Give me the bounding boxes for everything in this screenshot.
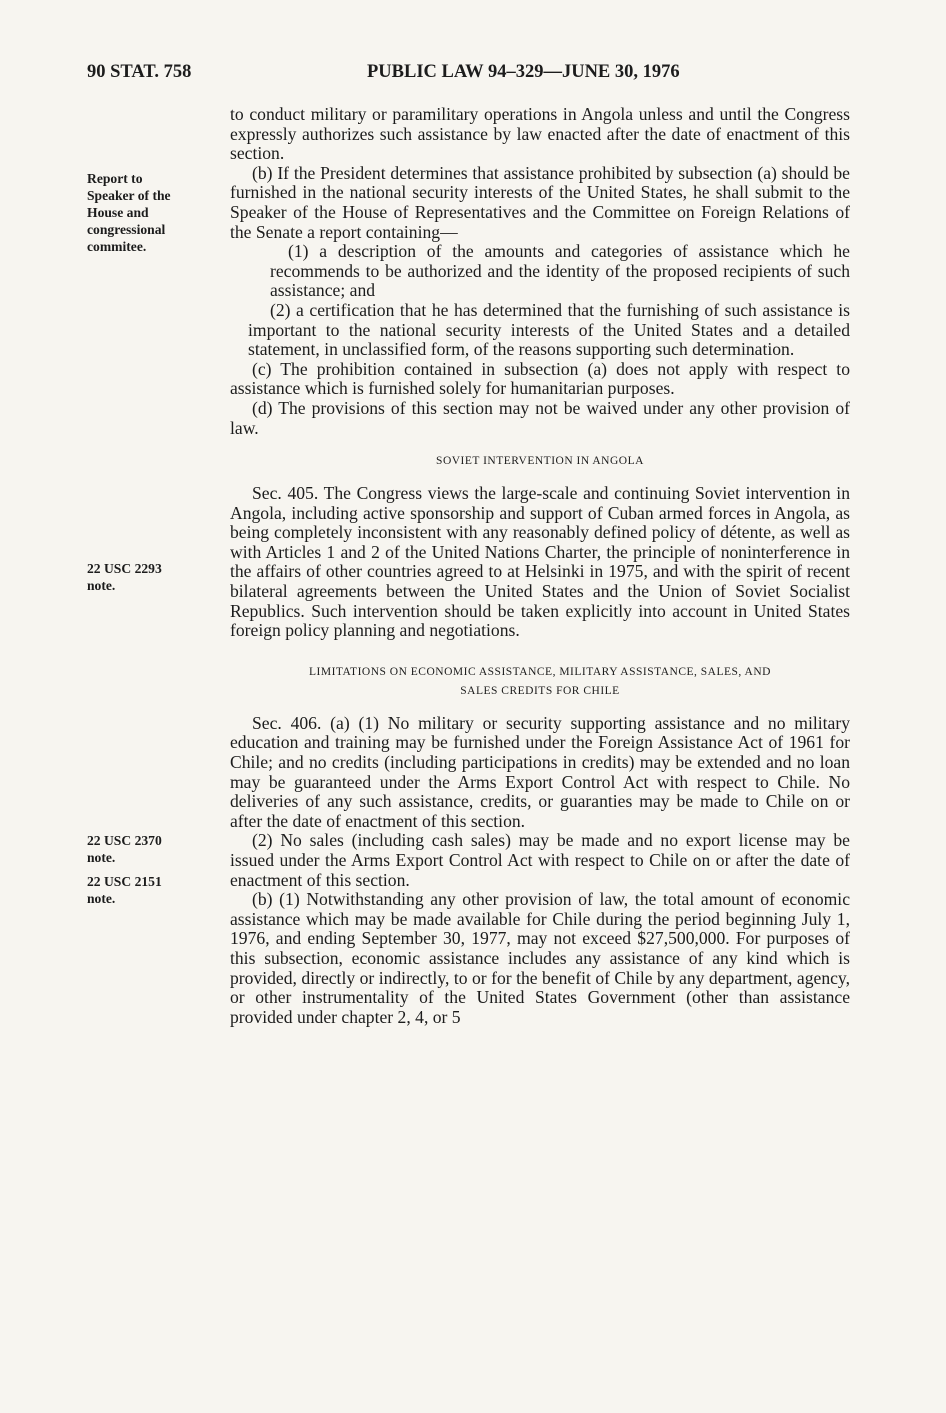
margin-note-line: House and — [87, 205, 149, 220]
main-text — [230, 105, 850, 1027]
paragraph-b-2: (2) a certification that he has determined that the furnishing of such assistance is important to the national security interests of the United States and a detailed statement, in unclassified form, of the reasons supporting such determination. — [248, 299, 850, 360]
margin-note-line: note. — [87, 850, 116, 865]
margin-note-line: 22 USC 2293 — [87, 561, 162, 576]
section-406-a-2: (2) No sales (including cash sales) may be made and no export license may be issued under the Arms Export Control Act with respect to Chile on or after the date of enactment of this section. — [230, 830, 850, 890]
section-heading-chile-line-2: SALES CREDITS FOR CHILE — [460, 684, 620, 697]
margin-note-report — [87, 170, 207, 255]
margin-note-line: congressional — [87, 222, 166, 237]
paragraph-d: (d) The provisions of this section may not be waived under any other provision of law. — [230, 397, 850, 438]
margin-note-line: note. — [87, 891, 116, 906]
section-heading-soviet: SOVIET INTERVENTION IN ANGOLA — [436, 455, 644, 468]
margin-note-line: Speaker of the — [87, 188, 171, 203]
section-406-a-1: Sec. 406. (a) (1) No military or security supporting assistance and no military education and training may be furnished under the Foreign Assistance Act of 1961 for Chile; and no credits (including participations in credits) may be extended and no loan may be guaranteed under the Arms Export Control Act with respect to Chile. No deliveries of any such assistance, credits, or guaranties may be made to Chile on or after the date of enactment of this section. — [230, 712, 850, 831]
section-405: Sec. 405. The Congress views the large-scale and continuing Soviet intervention in Angola, including active sponsorship and support of Cuban armed forces in Angola, as being completely inconsistent with any reasonably defined policy of détente, as well as with Articles 1 and 2 of the United Nations Charter, the principle of noninterference in the affairs of other countries agreed to at Helsinki in 1975, and with the spirit of recent bilateral agreements between the United States and the Union of Soviet Socialist Republics. Such intervention should be taken explicitly into account in United States foreign policy planning and negotiations. — [230, 483, 850, 641]
margin-note-line: commitee. — [87, 239, 147, 254]
paragraph-b-1: (1) a description of the amounts and categories of assistance which he recommends to be authorized and the identity of the proposed recipients of such assistance; and — [270, 241, 850, 301]
stat-page-reference: 90 STAT. 758 — [87, 62, 192, 82]
paragraph-b: (b) If the President determines that assistance prohibited by subsection (a) should be furnished in the national security interests of the United States, he shall submit to the Speaker of the House of Representatives and the Committee on Foreign Relations of the Senate a report containing— — [230, 162, 850, 242]
margin-note-line: note. — [87, 578, 116, 593]
margin-note-usc-2293 — [87, 560, 207, 594]
margin-note-line: 22 USC 2151 — [87, 874, 162, 889]
margin-note-line: 22 USC 2370 — [87, 833, 162, 848]
page-header — [87, 62, 847, 86]
margin-note-usc-2151 — [87, 873, 207, 907]
section-406-b-1: (b) (1) Notwithstanding any other provision of law, the total amount of economic assistance which may be made available for Chile during the period beginning July 1, 1976, and ending September 30, 1977, may not exceed $27,500,000. For purposes of this subsection, economic assistance includes any assistance of any kind which is provided, directly or indirectly, to or for the benefit of Chile by any department, agency, or other instrumentality of the United States Government (other than assistance provided under chapter 2, 4, or 5 — [230, 889, 850, 1027]
paragraph-continued: to conduct military or paramilitary operations in Angola unless and until the Congress expressly authorizes such assistance by law enacted after the date of enactment of this section. — [230, 104, 850, 164]
margin-note-line: Report to — [87, 171, 143, 186]
law-title: PUBLIC LAW 94–329—JUNE 30, 1976 — [367, 62, 680, 82]
margin-note-usc-2370 — [87, 832, 207, 866]
section-heading-chile-line-1: LIMITATIONS ON ECONOMIC ASSISTANCE, MILITARY ASSISTANCE, SALES, AND — [309, 665, 771, 678]
paragraph-c: (c) The prohibition contained in subsection (a) does not apply with respect to assistance which is furnished solely for humanitarian purposes. — [230, 358, 850, 399]
